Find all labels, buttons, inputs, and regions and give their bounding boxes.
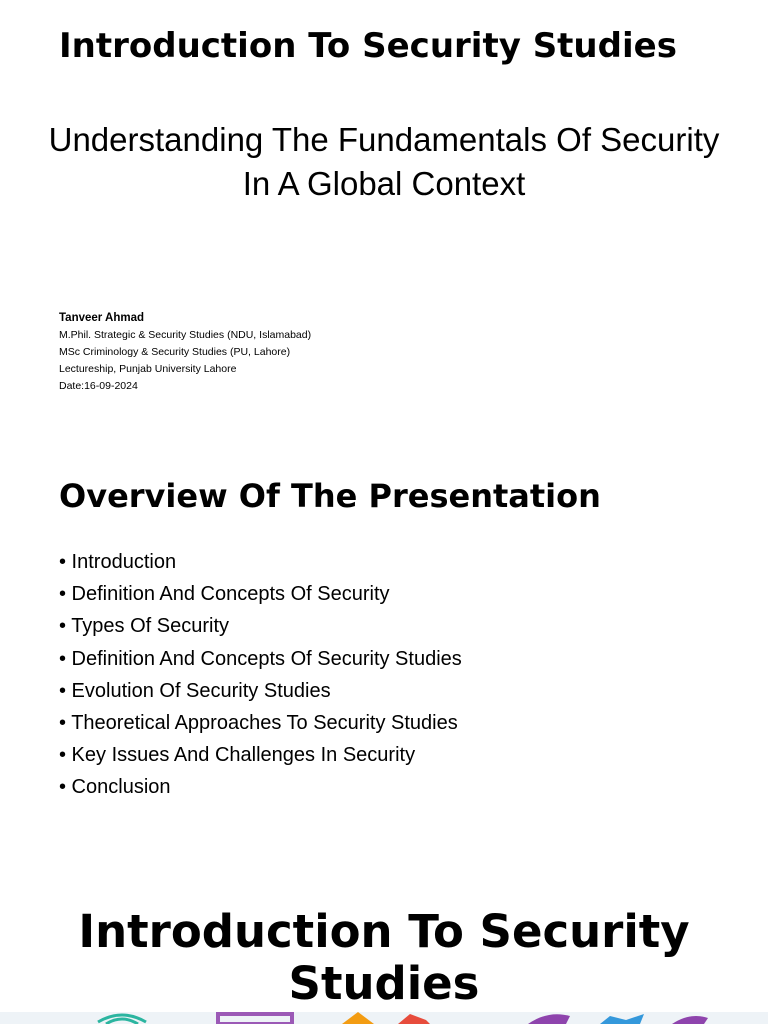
list-item: • Theoretical Approaches To Security Studies — [59, 712, 458, 735]
slide-overview — [0, 440, 768, 880]
slide-title — [0, 0, 768, 440]
list-item: • Definition And Concepts Of Security Studies — [59, 647, 462, 670]
presentation-date: Date:16-09-2024 — [59, 380, 138, 392]
author-name: Tanveer Ahmad — [59, 312, 144, 324]
list-item: • Introduction — [59, 551, 177, 573]
list-item: • Key Issues And Challenges In Security — [59, 744, 416, 767]
author-block — [59, 310, 459, 395]
author-credential: MSc Criminology & Security Studies (PU, Lahore) — [59, 346, 291, 358]
security-illustration-strip — [0, 1012, 768, 1024]
list-item: • Types Of Security — [59, 615, 230, 638]
list-item: • Conclusion — [59, 776, 171, 799]
list-item: • Evolution Of Security Studies — [59, 679, 331, 702]
slide-title-heading: Introduction To Security Studies — [59, 26, 677, 66]
introduction-heading: Introduction To Security Studies — [78, 905, 690, 1010]
slide-introduction — [0, 880, 768, 1024]
list-item: • Definition And Concepts Of Security — [59, 583, 390, 606]
illustration-background — [0, 1012, 768, 1024]
overview-list — [59, 546, 462, 804]
slide-subtitle: Understanding The Fundamentals Of Security In A Global Context — [48, 121, 720, 202]
author-credential: M.Phil. Strategic & Security Studies (NDU, Islamabad) — [59, 329, 312, 341]
author-credential: Lectureship, Punjab University Lahore — [59, 363, 237, 375]
overview-heading: Overview Of The Presentation — [59, 477, 601, 515]
